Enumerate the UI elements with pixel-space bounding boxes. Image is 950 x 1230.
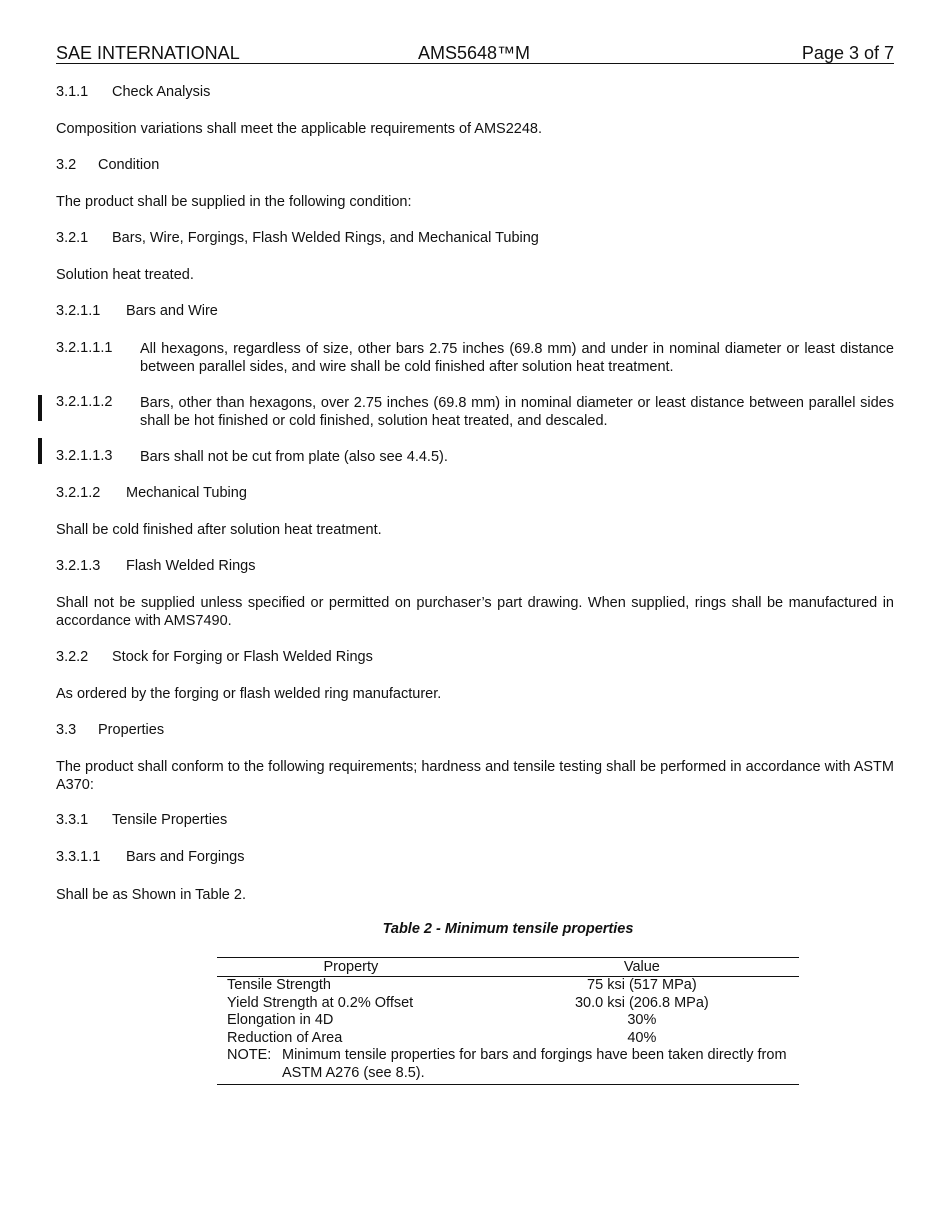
- paragraph-3-1-1: Composition variations shall meet the applicable requirements of AMS2248.: [56, 121, 543, 137]
- table-cell-property: Reduction of Area: [227, 1029, 343, 1046]
- table-row: [217, 995, 799, 1013]
- section-title: Tensile Properties: [112, 812, 228, 828]
- table-cell-value: 30.0 ksi (206.8 MPa): [574, 994, 709, 1011]
- section-title: Condition: [98, 157, 160, 173]
- table-cell-value: 40%: [627, 1029, 657, 1046]
- paragraph-3-3: The product shall conform to the following requirements; hardness and tensile testing shall be performed in accordance with ASTM A370:: [56, 759, 894, 793]
- section-number: 3.2.1: [56, 230, 89, 246]
- table-header-row: [217, 958, 799, 977]
- table-header-value: Value: [485, 958, 799, 977]
- table-note: [217, 1047, 799, 1085]
- table-cell-property: Elongation in 4D: [227, 1012, 334, 1028]
- tensile-properties-table: [217, 957, 799, 1085]
- section-title: Flash Welded Rings: [126, 558, 256, 574]
- item-number-3-2-1-1-2: 3.2.1.1.2: [56, 394, 113, 410]
- section-title: Bars, Wire, Forgings, Flash Welded Rings, and Mechanical Tubing: [112, 230, 539, 246]
- table-cell-property: Yield Strength at 0.2% Offset: [227, 994, 414, 1011]
- item-number-3-2-1-1-3: 3.2.1.1.3: [56, 448, 113, 464]
- section-title: Properties: [98, 722, 165, 738]
- item-text-3-2-1-1-3: Bars shall not be cut from plate (also see 4.4.5).: [140, 449, 448, 465]
- revision-bar: [38, 395, 42, 421]
- section-number: 3.3.1.1: [56, 849, 101, 865]
- revision-bar: [38, 438, 42, 464]
- section-number: 3.1.1: [56, 84, 89, 100]
- item-text-3-2-1-1-2: Bars, other than hexagons, over 2.75 inches (69.8 mm) in nominal diameter or least distance between parallel sides shall be hot finished or cold finished, solution heat treated, and descaled.: [140, 395, 894, 429]
- section-number: 3.2.2: [56, 649, 89, 665]
- section-number: 3.2: [56, 157, 77, 173]
- section-number: 3.2.1.2: [56, 485, 101, 501]
- table-row: [217, 1012, 799, 1030]
- item-text-3-2-1-1-1: All hexagons, regardless of size, other bars 2.75 inches (69.8 mm) and under in nominal diameter or least distance between parallel sides, and wire shall be cold finished after solution heat treatment.: [140, 341, 894, 375]
- section-title: Bars and Wire: [126, 303, 218, 319]
- table-cell-property: Tensile Strength: [227, 977, 331, 993]
- paragraph-3-2-1-3: Shall not be supplied unless specified or permitted on purchaser’s part drawing. When supplied, rings shall be manufactured in accordance with AMS7490.: [56, 595, 894, 629]
- table-cell-value: 30%: [627, 1012, 657, 1028]
- header-org: SAE INTERNATIONAL: [56, 43, 240, 63]
- table-note-row: [217, 1047, 799, 1085]
- section-number: 3.2.1.1: [56, 303, 101, 319]
- paragraph-3-2-2: As ordered by the forging or flash welded ring manufacturer.: [56, 686, 442, 702]
- paragraph-3-2-1-2: Shall be cold finished after solution heat treatment.: [56, 522, 382, 538]
- table-cell-value: 75 ksi (517 MPa): [587, 977, 697, 993]
- item-number-3-2-1-1-1: 3.2.1.1.1: [56, 340, 113, 356]
- section-number: 3.3: [56, 722, 77, 738]
- table-header-property: Property: [217, 958, 485, 977]
- section-number: 3.2.1.3: [56, 558, 101, 574]
- table-row: [217, 1030, 799, 1048]
- note-label: NOTE:: [227, 1047, 272, 1063]
- header-rule: [56, 63, 894, 64]
- paragraph-3-2-1: Solution heat treated.: [56, 267, 194, 283]
- table-caption: Table 2 - Minimum tensile properties: [382, 921, 634, 937]
- section-number: 3.3.1: [56, 812, 89, 828]
- note-text: Minimum tensile properties for bars and forgings have been taken directly from ASTM A276 (see 8.5).: [282, 1047, 787, 1081]
- section-title: Check Analysis: [112, 84, 211, 100]
- paragraph-3-3-1-1: Shall be as Shown in Table 2.: [56, 887, 246, 903]
- section-title: Stock for Forging or Flash Welded Rings: [112, 649, 373, 665]
- paragraph-3-2: The product shall be supplied in the following condition:: [56, 194, 412, 210]
- section-title: Bars and Forgings: [126, 849, 245, 865]
- table-row: [217, 977, 799, 995]
- header-doc-id: AMS5648™M: [418, 43, 531, 63]
- header-page-number: Page 3 of 7: [801, 43, 894, 63]
- section-title: Mechanical Tubing: [126, 485, 247, 501]
